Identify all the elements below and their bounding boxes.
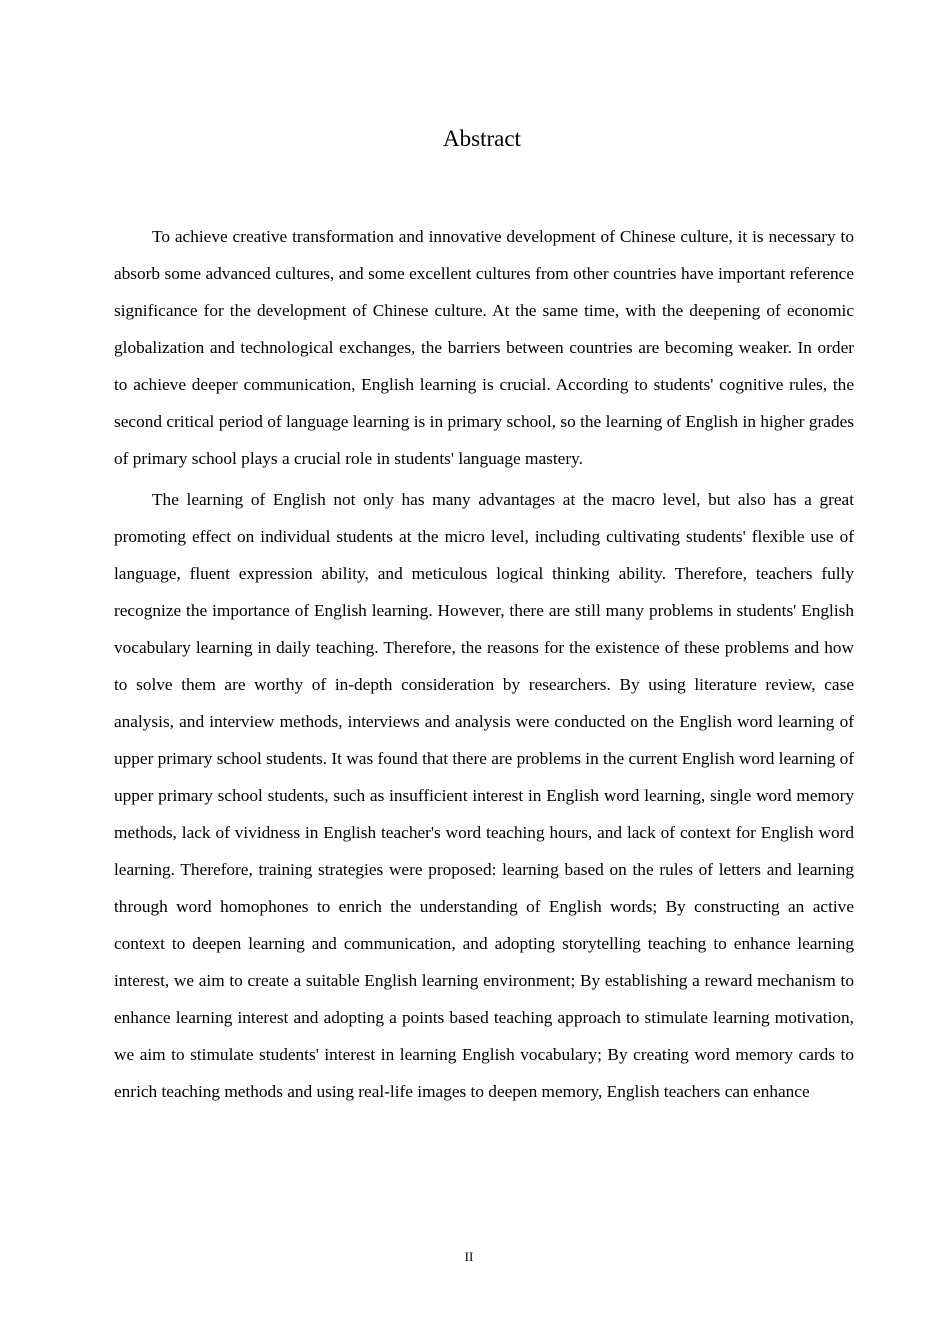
page-number: II [464, 1249, 474, 1264]
paragraph-2: The learning of English not only has many advantages at the macro level, but also has a great promoting effect on individual students at the micro level, including cultivating students' flexible use of language, fluent expression ability, and meticulous logical thinking ability. Therefore, teachers fully recognize the importance of English learning. However, there are still many problems in students' English vocabulary learning in daily teaching. Therefore, the reasons for the existence of these problems and how to solve them are worthy of in-depth consideration by researchers. By using literature review, case analysis, and interview methods, interviews and analysis were conducted on the English word learning of upper primary school students. It was found that there are problems in the current English word learning of upper primary school students, such as insufficient interest in English word learning, single word memory methods, lack of vividness in English teacher's word teaching hours, and lack of context for English word learning. Therefore, training strategies were proposed: learning based on the rules of letters and learning through word homophones to enrich the understanding of English words; By constructing an active context to deepen learning and communication, and adopting storytelling teaching to enhance learning interest, we aim to create a suitable English learning environment; By establishing a reward mechanism to enhance learning interest and adopting a points based teaching approach to stimulate learning motivation, we aim to stimulate students' interest in learning English vocabulary; By creating word memory cards to enrich teaching methods and using real-life images to deepen memory, English teachers can enhance [114, 490, 855, 1101]
abstract-body [114, 218, 854, 1110]
paragraph-1: To achieve creative transformation and innovative development of Chinese culture, it is necessary to absorb some advanced cultures, and some excellent cultures from other countries have important reference significance for the development of Chinese culture. At the same time, with the deepening of economic globalization and technological exchanges, the barriers between countries are becoming weaker. In order to achieve deeper communication, English learning is crucial. According to students' cognitive rules, the second critical period of language learning is in primary school, so the learning of English in higher grades of primary school plays a crucial role in students' language mastery. [114, 227, 854, 468]
page-title: Abstract [443, 126, 521, 151]
